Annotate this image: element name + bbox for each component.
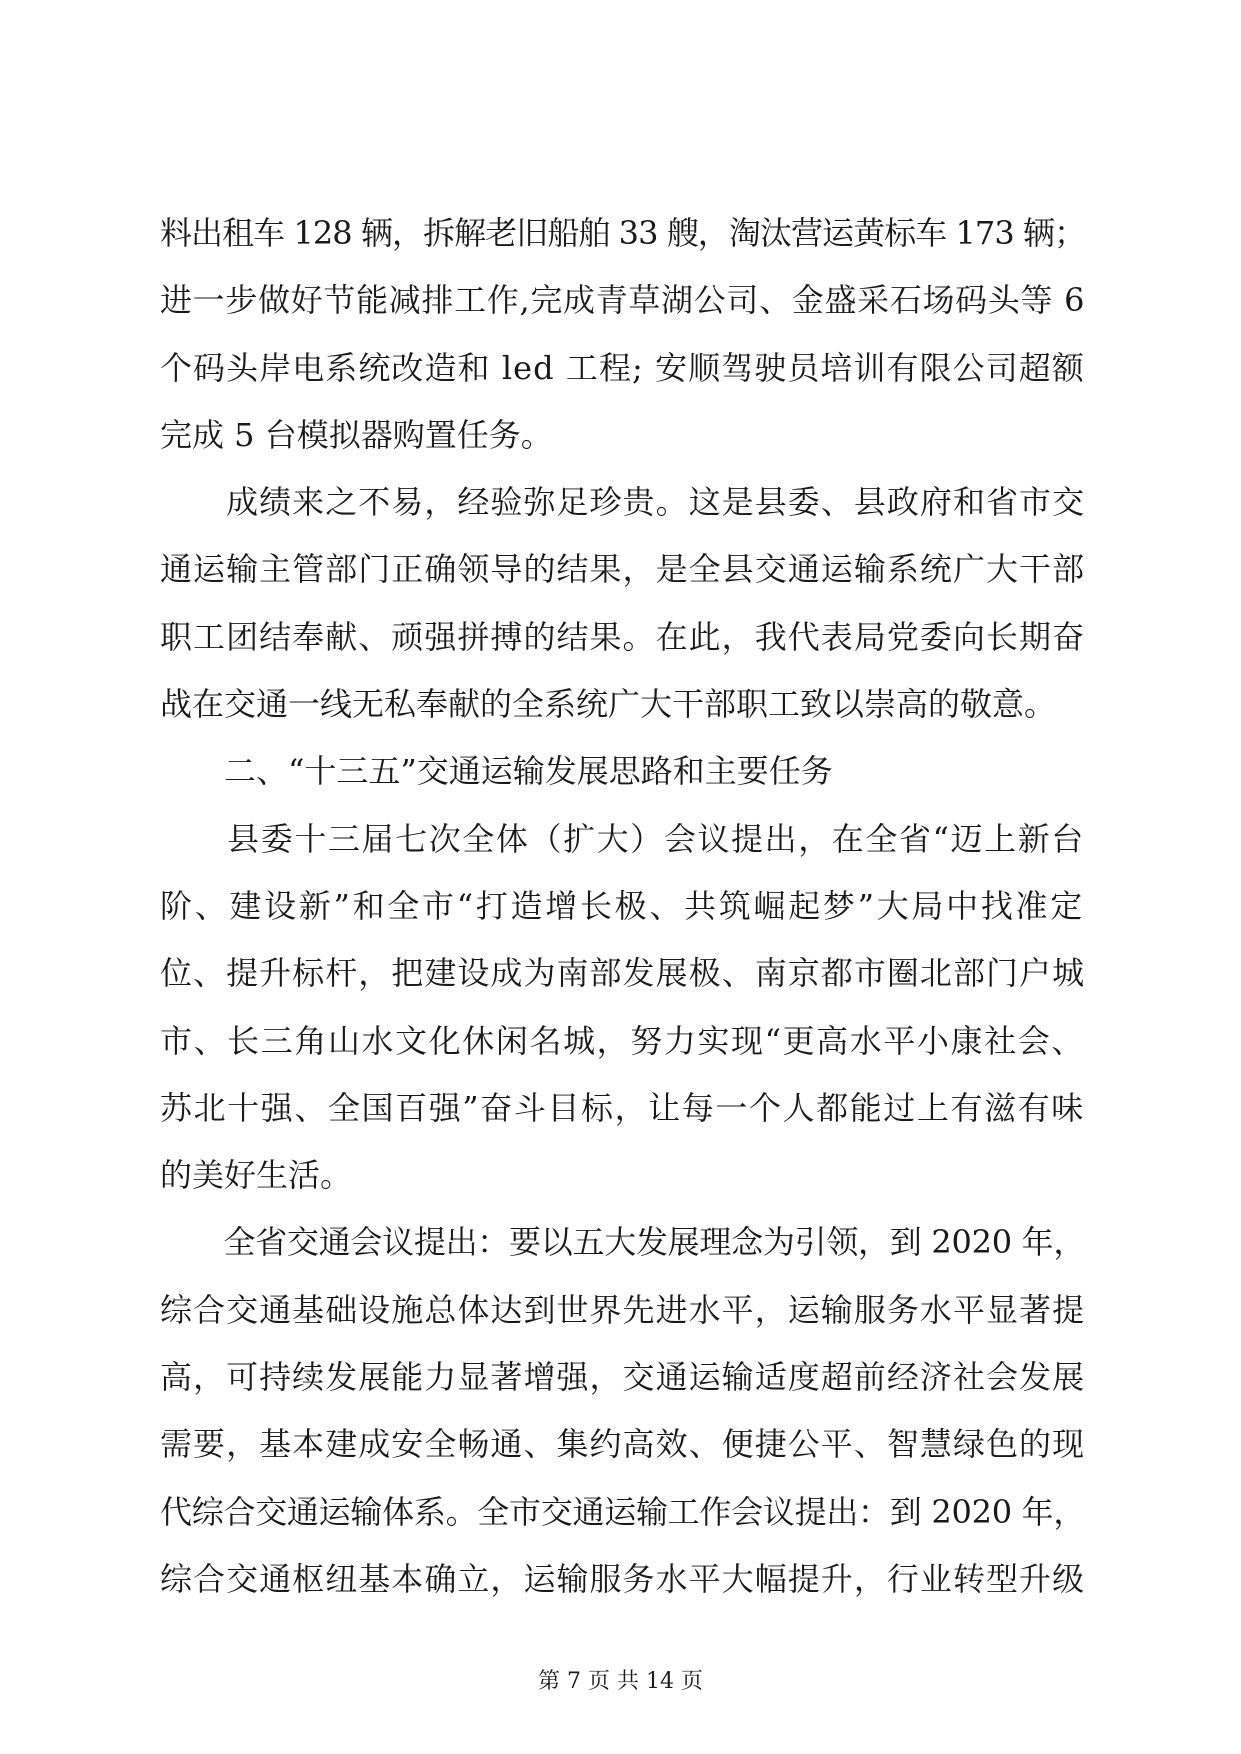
text-line: 苏北十强、全国百强”奋斗目标，让每一个人都能过上有滋有味	[160, 1088, 1085, 1127]
text-line: 代综合交通运输体系。全市交通运输工作会议提出：到 2020 年，	[160, 1492, 1085, 1531]
text-line: 个码头岸电系统改造和 led 工程; 安顺驾驶员培训有限公司超额	[160, 348, 1085, 387]
body-text	[160, 200, 1085, 1613]
text-line: 通运输主管部门正确领导的结果，是全县交通运输系统广大干部	[160, 550, 1085, 589]
text-line: 的美好生活。	[160, 1156, 353, 1195]
text-line: 成绩来之不易，经验弥足珍贵。这是县委、县政府和省市交	[160, 483, 1085, 522]
text-line: 需要，基本建成安全畅通、集约高效、便捷公平、智慧绿色的现	[160, 1425, 1085, 1464]
section-heading: 二、“十三五”交通运输发展思路和主要任务	[160, 752, 833, 791]
text-line: 综合交通枢纽基本确立，运输服务水平大幅提升，行业转型升级	[160, 1559, 1085, 1598]
page-number-footer: 第 7 页 共 14 页	[538, 1669, 703, 1694]
text-line: 市、长三角山水文化休闲名城，努力实现“更高水平小康社会、	[160, 1021, 1085, 1060]
text-line: 全省交通会议提出：要以五大发展理念为引领，到 2020 年，	[160, 1223, 1085, 1262]
text-line: 高，可持续发展能力显著增强，交通运输适度超前经济社会发展	[160, 1358, 1085, 1397]
text-line: 阶、建设新”和全市“打造增长极、共筑崛起梦”大局中找准定	[160, 886, 1085, 925]
text-line: 战在交通一线无私奉献的全系统广大干部职工致以崇高的敬意。	[160, 685, 1057, 724]
text-line: 进一步做好节能减排工作,完成青草湖公司、金盛采石场码头等 6	[160, 281, 1085, 320]
text-line: 完成 5 台模拟器购置任务。	[160, 415, 553, 454]
text-line: 位、提升标杆，把建设成为南部发展极、南京都市圈北部门户城	[160, 954, 1085, 993]
text-line: 综合交通基础设施总体达到世界先进水平，运输服务水平显著提	[160, 1290, 1085, 1329]
text-line: 料出租车 128 辆，拆解老旧船舶 33 艘，淘汰营运黄标车 173 辆；	[160, 214, 1085, 252]
text-line: 职工团结奉献、顽强拼搏的结果。在此，我代表局党委向长期奋	[160, 617, 1085, 656]
text-line: 县委十三届七次全体（扩大）会议提出，在全省“迈上新台	[160, 819, 1085, 858]
